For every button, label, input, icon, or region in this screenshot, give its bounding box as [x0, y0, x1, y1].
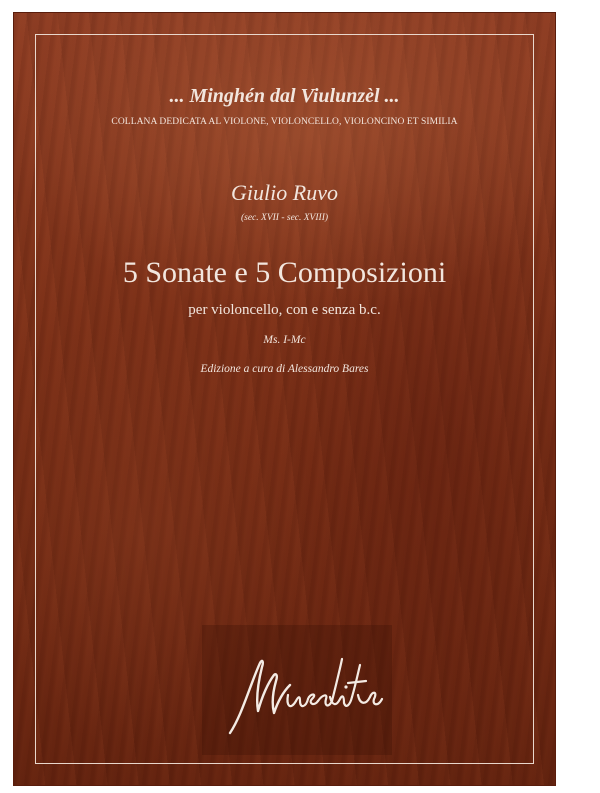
composer-dates: (sec. XVII - sec. XVIII): [240, 213, 329, 223]
work-title: 5 Sonate e 5 Composizioni: [122, 256, 447, 289]
composer-name: Giulio Ruvo: [231, 180, 338, 205]
instrumentation: per violoncello, con e senza b.c.: [188, 302, 381, 318]
publisher-logo: [202, 625, 392, 755]
series-subtitle: COLLANA DEDICATA AL VIOLONE, VIOLONCELLO, VIOLONCINO ET SIMILIA: [111, 117, 458, 127]
series-title: ... Minghén dal Viulunzèl ...: [169, 85, 400, 107]
score-cover: [14, 13, 555, 785]
musedita-signature-logo: [202, 625, 392, 755]
editor-credit: Edizione a cura di Alessandro Bares: [200, 363, 369, 375]
manuscript-source: Ms. I-Mc: [263, 334, 306, 346]
